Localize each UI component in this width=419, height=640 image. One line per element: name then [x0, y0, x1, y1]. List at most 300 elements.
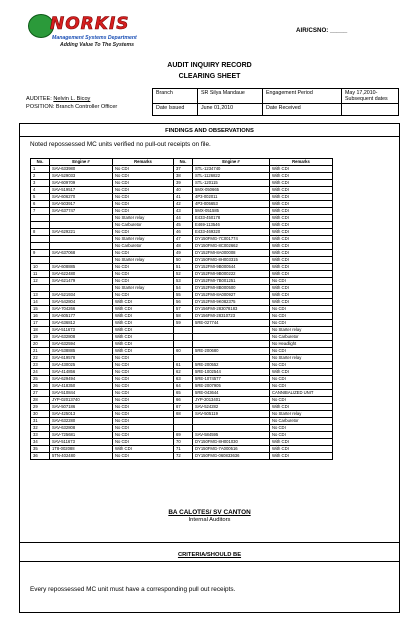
cell-engine-right: 5RE-2007905: [193, 383, 270, 390]
cell-remarks-left: No CDI: [113, 250, 174, 257]
cell-engine-right: 4P3-005653: [193, 201, 270, 208]
cell-no-right: 65: [174, 390, 193, 397]
cell-remarks-right: With CDI: [270, 292, 333, 299]
cell-remarks-left: No CDI: [113, 201, 174, 208]
cell-no-left: [31, 215, 50, 222]
cell-remarks-left: With CDI: [113, 348, 174, 355]
cell-engine-left: SAV-521934: [50, 292, 113, 299]
cell-engine-left: 5TN-402480: [50, 453, 113, 460]
cell-no-left: 7: [31, 208, 50, 215]
cell-remarks-left: No CDI: [113, 383, 174, 390]
auditor-names: BA CALOTES/ SV CANTON: [168, 509, 251, 516]
cell-no-right: [174, 418, 193, 425]
cell-no-left: 8: [31, 229, 50, 236]
findings-text: Noted repossessed MC units verified no pull-out receipts on file.: [30, 141, 211, 148]
cell-engine-left: SAV-619578: [50, 355, 113, 362]
col-no-left: No.: [31, 159, 50, 166]
cell-engine-left: SAV-632280: [50, 418, 113, 425]
cell-engine-left: SAV-609709: [50, 180, 113, 187]
table-row: [31, 173, 333, 180]
cell-remarks-right: With CDI: [270, 208, 333, 215]
criteria-text: Every repossessed MC unit must have a corresponding pull out receipts.: [30, 586, 236, 593]
cell-remarks-left: No CDI: [113, 180, 174, 187]
cell-no-right: 39: [174, 180, 193, 187]
logo-tagline: Management Systems Department: [52, 35, 137, 41]
cell-remarks-right: With CDI: [270, 215, 333, 222]
cell-engine-right: 5RE-1074577: [193, 376, 270, 383]
cell-remarks-left: No CDI: [113, 390, 174, 397]
cell-remarks-left: No CDI: [113, 425, 174, 432]
cell-no-right: 55: [174, 292, 193, 299]
table-row: [31, 257, 333, 264]
cell-engine-right: 5RE-1002544: [193, 369, 270, 376]
cell-no-right: 53: [174, 278, 193, 285]
cell-remarks-right: No CDI: [270, 313, 333, 320]
cell-engine-right: DY156FMI-28310723: [193, 313, 270, 320]
cell-no-left: 5: [31, 194, 50, 201]
cell-engine-right: SAV-524282: [193, 404, 270, 411]
table-row: [31, 236, 333, 243]
cell-engine-left: SAV-637068: [50, 250, 113, 257]
cell-remarks-left: No CDI: [113, 355, 174, 362]
cell-no-left: 18: [31, 327, 50, 334]
cell-engine-right: DY150FMG-8H001030: [193, 439, 270, 446]
cell-engine-left: SAV-637747: [50, 208, 113, 215]
cell-engine-right: DY150FMG-7C001774: [193, 236, 270, 243]
cell-engine-right: DY150FMG-060833636: [193, 453, 270, 460]
air-csno-label: AIR/CSNO: _____: [296, 27, 348, 34]
table-row: [31, 229, 333, 236]
cell-engine-right: E433-469320: [193, 229, 270, 236]
cell-remarks-left: No CDI: [113, 173, 174, 180]
cell-remarks-right: With CDI: [270, 173, 333, 180]
cell-no-right: 49: [174, 250, 193, 257]
table-row: [31, 453, 333, 460]
cell-remarks-right: With CDI: [270, 264, 333, 271]
table-row: [31, 376, 333, 383]
units-table: [30, 158, 333, 460]
cell-engine-right: DY150FMG-8C002662: [193, 243, 270, 250]
cell-remarks-right: No CDI: [270, 362, 333, 369]
cell-engine-left: SAV-704266: [50, 306, 113, 313]
cell-remarks-right: No CDI: [270, 320, 333, 327]
cell-engine-right: SAV-505119: [193, 411, 270, 418]
cell-no-left: 21: [31, 348, 50, 355]
cell-remarks-right: With CDI: [270, 166, 333, 173]
cell-remarks-right: With CDI: [270, 285, 333, 292]
cell-remarks-right: No CDI: [270, 348, 333, 355]
cell-remarks-left: No Carburetor: [113, 243, 174, 250]
cell-remarks-right: CANNIBALIZED UNIT: [270, 390, 333, 397]
cell-remarks-left: No CDI: [113, 369, 174, 376]
cell-remarks-left: No CDI: [113, 278, 174, 285]
cell-no-left: 32: [31, 425, 50, 432]
cell-engine-right: DY156FMI-283078183: [193, 306, 270, 313]
units-table-body: [31, 166, 333, 460]
cell-no-left: 15: [31, 306, 50, 313]
cell-engine-left: SAV-622480: [50, 271, 113, 278]
cell-engine-left: SAV-632808: [50, 334, 113, 341]
cell-remarks-left: With CDI: [113, 334, 174, 341]
cell-engine-left: [50, 222, 113, 229]
cell-engine-right: DY150FMG-8H003315: [193, 257, 270, 264]
cell-remarks-left: No CDI: [113, 166, 174, 173]
cell-engine-right: 5RE-200680: [193, 348, 270, 355]
table-row: [31, 306, 333, 313]
cell-remarks-right: With CDI: [270, 271, 333, 278]
cell-no-right: 58: [174, 313, 193, 320]
cell-engine-left: SAV-542804: [50, 299, 113, 306]
table-row: [31, 355, 333, 362]
logo-slogan: Adding Value To The Systems: [60, 42, 134, 48]
cell-remarks-right: No CDI: [270, 397, 333, 404]
cell-no-right: 57: [174, 306, 193, 313]
cell-engine-left: SAV-606270: [50, 194, 113, 201]
cell-remarks-right: No CDI: [270, 278, 333, 285]
position-line: POSITION: Branch Controller Officer: [26, 104, 118, 110]
cell-no-left: 28: [31, 397, 50, 404]
cell-no-right: 71: [174, 446, 193, 453]
table-row: [31, 264, 333, 271]
table-row: [31, 320, 333, 327]
norkis-logo: [28, 14, 148, 54]
cell-remarks-right: No Starter relay: [270, 327, 333, 334]
cell-remarks-left: With CDI: [113, 313, 174, 320]
cell-engine-right: DY152FMI-8A000927: [193, 292, 270, 299]
cell-engine-left: SAV-418350: [50, 383, 113, 390]
cell-remarks-left: No Carburetor: [113, 222, 174, 229]
cell-engine-right: DY150FMG-7A000516: [193, 446, 270, 453]
cell-no-left: 30: [31, 411, 50, 418]
cell-no-left: 2: [31, 173, 50, 180]
units-table-header: [31, 159, 333, 166]
cell-remarks-right: With CDI: [270, 187, 333, 194]
cell-engine-left: SAV-725681: [50, 432, 113, 439]
cell-remarks-left: No CDI: [113, 264, 174, 271]
findings-divider: [20, 136, 399, 137]
cell-no-left: 17: [31, 320, 50, 327]
cell-engine-left: SAV-414856: [50, 369, 113, 376]
cell-engine-right: [193, 425, 270, 432]
table-row: [31, 250, 333, 257]
cell-no-left: [31, 236, 50, 243]
cell-engine-left: SAV-605177: [50, 313, 113, 320]
cell-engine-left: SAV-425013: [50, 411, 113, 418]
cell-remarks-right: No Headlight: [270, 341, 333, 348]
table-row: [31, 243, 333, 250]
auditor-title: Internal Auditors: [188, 517, 231, 523]
cell-remarks-left: No Starter relay: [113, 285, 174, 292]
cell-remarks-left: With CDI: [113, 446, 174, 453]
cell-no-left: 4: [31, 187, 50, 194]
table-row: [31, 439, 333, 446]
cell-engine-left: [50, 285, 113, 292]
cell-no-left: 23: [31, 362, 50, 369]
table-row: [31, 285, 333, 292]
cell-engine-right: [193, 334, 270, 341]
cell-remarks-left: No CDI: [113, 432, 174, 439]
col-remarks-left: Remarks: [113, 159, 174, 166]
cell-engine-left: SAV-636812: [50, 320, 113, 327]
logo-word: NORKIS: [50, 14, 130, 34]
cell-engine-right: E469-113546: [193, 222, 270, 229]
cell-engine-right: DY152FMI-9B000222: [193, 271, 270, 278]
cell-remarks-left: No CDI: [113, 397, 174, 404]
cell-engine-left: JYP-02013740: [50, 397, 113, 404]
branch-value: SR Silya Mandaue: [198, 89, 263, 104]
cell-no-right: 52: [174, 271, 193, 278]
col-engine-right: Engine #: [193, 159, 270, 166]
cell-remarks-right: With CDI: [270, 453, 333, 460]
cell-no-right: 72: [174, 453, 193, 460]
auditee-name: Nelvin L. Bicoy: [53, 96, 91, 102]
cell-no-right: 44: [174, 215, 193, 222]
cell-engine-right: E433-450178: [193, 215, 270, 222]
cell-no-right: 63: [174, 376, 193, 383]
table-row: [31, 383, 333, 390]
cell-engine-right: DY152FMI-8A000008: [193, 250, 270, 257]
cell-no-right: [174, 327, 193, 334]
cell-no-right: 68: [174, 411, 193, 418]
cell-remarks-right: No CDI: [270, 306, 333, 313]
cell-remarks-right: With CDI: [270, 439, 333, 446]
cell-remarks-right: With CDI: [270, 222, 333, 229]
cell-no-right: 48: [174, 243, 193, 250]
cell-engine-left: SAV-529033: [50, 173, 113, 180]
info-table: [152, 88, 399, 116]
cell-engine-left: SAV-629221: [50, 229, 113, 236]
table-row: [31, 432, 333, 439]
cell-engine-left: [50, 215, 113, 222]
cell-no-right: 60: [174, 348, 193, 355]
cell-no-right: 46: [174, 229, 193, 236]
cell-remarks-left: No CDI: [113, 411, 174, 418]
cell-engine-right: [193, 355, 270, 362]
cell-remarks-right: No Carburetor: [270, 418, 333, 425]
cell-no-left: 20: [31, 341, 50, 348]
cell-remarks-left: No CDI: [113, 271, 174, 278]
cell-remarks-right: With CDI: [270, 236, 333, 243]
cell-no-right: 61: [174, 362, 193, 369]
cell-remarks-right: With CDI: [270, 180, 333, 187]
cell-no-left: 27: [31, 390, 50, 397]
cell-no-left: [31, 243, 50, 250]
cell-engine-left: SAV-538885: [50, 348, 113, 355]
cell-no-right: 54: [174, 285, 193, 292]
table-row: [31, 341, 333, 348]
cell-remarks-right: No Starter relay: [270, 411, 333, 418]
findings-heading: FINDINGS AND OBSERVATIONS: [165, 128, 254, 134]
cell-remarks-left: With CDI: [113, 341, 174, 348]
cell-engine-left: SAV-633980: [50, 166, 113, 173]
cell-engine-right: DY152FMI-8B000500: [193, 285, 270, 292]
cell-remarks-left: With CDI: [113, 320, 174, 327]
cell-engine-right: DY152FMI-9B000544: [193, 264, 270, 271]
table-row: [31, 446, 333, 453]
cell-no-left: 14: [31, 299, 50, 306]
cell-remarks-left: No CDI: [113, 187, 174, 194]
cell-engine-right: JYP-2013401: [193, 397, 270, 404]
findings-box: [19, 123, 400, 613]
table-row: [31, 180, 333, 187]
cell-remarks-left: With CDI: [113, 299, 174, 306]
criteria-top-divider: [20, 542, 399, 543]
cell-remarks-left: No CDI: [113, 208, 174, 215]
cell-remarks-right: No CDI: [270, 376, 333, 383]
cell-engine-right: STL-120115: [193, 180, 270, 187]
cell-no-right: 51: [174, 264, 193, 271]
table-row: [31, 411, 333, 418]
cell-remarks-left: With CDI: [113, 327, 174, 334]
table-row: [31, 187, 333, 194]
cell-remarks-left: No Starter relay: [113, 236, 174, 243]
cell-remarks-left: No CDI: [113, 453, 174, 460]
cell-no-right: 41: [174, 194, 193, 201]
cell-remarks-left: No CDI: [113, 418, 174, 425]
cell-engine-left: SAV-629494: [50, 376, 113, 383]
cell-remarks-left: No CDI: [113, 404, 174, 411]
cell-no-left: 11: [31, 271, 50, 278]
table-row: [31, 271, 333, 278]
cell-engine-right: 4P3-002011: [193, 194, 270, 201]
table-row: [31, 313, 333, 320]
cell-remarks-left: No CDI: [113, 376, 174, 383]
cell-no-right: 50: [174, 257, 193, 264]
cell-remarks-left: No CDI: [113, 292, 174, 299]
cell-remarks-right: With CDI: [270, 299, 333, 306]
cell-remarks-right: No CDI: [270, 432, 333, 439]
col-no-right: No.: [174, 159, 193, 166]
table-row: [31, 369, 333, 376]
cell-engine-left: SAV-511673: [50, 439, 113, 446]
cell-no-right: [174, 425, 193, 432]
cell-engine-left: 1T8-002088: [50, 446, 113, 453]
cell-remarks-right: No Starter relay: [270, 355, 333, 362]
cell-engine-left: SAV-519517: [50, 187, 113, 194]
cell-engine-left: SAV-510844: [50, 390, 113, 397]
cell-remarks-left: No CDI: [113, 439, 174, 446]
cell-no-left: [31, 285, 50, 292]
cell-no-left: 31: [31, 418, 50, 425]
date-received-value: [342, 104, 399, 116]
cell-no-left: 12: [31, 278, 50, 285]
cell-no-left: 35: [31, 446, 50, 453]
table-row: [31, 418, 333, 425]
cell-engine-left: SAV-621479: [50, 278, 113, 285]
cell-no-left: 1: [31, 166, 50, 173]
cell-engine-right: DY152FMI-7B001251: [193, 278, 270, 285]
date-issued-label: Date Issued: [153, 104, 198, 116]
cell-engine-right: STL-1234740: [193, 166, 270, 173]
cell-no-right: 62: [174, 369, 193, 376]
cell-no-left: 10: [31, 264, 50, 271]
cell-engine-right: 5RE-200552: [193, 362, 270, 369]
table-row: [31, 334, 333, 341]
cell-no-left: 3: [31, 180, 50, 187]
cell-engine-left: [50, 257, 113, 264]
table-row: [31, 362, 333, 369]
cell-no-left: 13: [31, 292, 50, 299]
cell-no-right: 56: [174, 299, 193, 306]
table-row: [31, 390, 333, 397]
cell-no-left: 16: [31, 313, 50, 320]
cell-remarks-left: No CDI: [113, 362, 174, 369]
cell-no-right: 70: [174, 439, 193, 446]
cell-no-right: 59: [174, 320, 193, 327]
cell-engine-right: [193, 327, 270, 334]
cell-remarks-right: No CDI: [270, 425, 333, 432]
cell-remarks-right: With CDI: [270, 201, 333, 208]
date-issued-value: June 01,2010: [198, 104, 263, 116]
cell-no-right: 38: [174, 173, 193, 180]
cell-remarks-right: With CDI: [270, 446, 333, 453]
cell-no-left: 24: [31, 369, 50, 376]
cell-engine-right: 5RE-027744: [193, 320, 270, 327]
cell-no-right: 40: [174, 187, 193, 194]
cell-no-left: 36: [31, 453, 50, 460]
table-row: [31, 404, 333, 411]
cell-remarks-left: No Starter relay: [113, 257, 174, 264]
cell-engine-left: SAV-608885: [50, 264, 113, 271]
cell-engine-left: SAV-632594: [50, 341, 113, 348]
auditee-label: AUDITEE:: [26, 96, 54, 102]
cell-no-right: 67: [174, 404, 193, 411]
criteria-divider: [20, 561, 399, 562]
cell-no-left: 19: [31, 334, 50, 341]
table-row: [31, 348, 333, 355]
cell-no-left: 25: [31, 376, 50, 383]
cell-no-right: 47: [174, 236, 193, 243]
cell-remarks-left: With CDI: [113, 306, 174, 313]
cell-no-left: 6: [31, 201, 50, 208]
cell-no-right: 64: [174, 383, 193, 390]
cell-no-left: 26: [31, 383, 50, 390]
table-row: [31, 222, 333, 229]
cell-engine-left: SAV-632808: [50, 425, 113, 432]
cell-no-left: 22: [31, 355, 50, 362]
cell-remarks-right: No CDI: [270, 383, 333, 390]
col-engine-left: Engine #: [50, 159, 113, 166]
cell-no-left: [31, 257, 50, 264]
cell-engine-left: SAV-507186: [50, 404, 113, 411]
cell-no-left: 9: [31, 250, 50, 257]
cell-remarks-right: With CDI: [270, 257, 333, 264]
cell-engine-left: [50, 236, 113, 243]
document-title: AUDIT INQUIRY RECORD: [167, 62, 252, 69]
table-row: [31, 201, 333, 208]
cell-no-left: [31, 222, 50, 229]
cell-engine-right: 5MX-050665: [193, 187, 270, 194]
date-received-label: Date Received: [263, 104, 342, 116]
cell-remarks-right: With CDI: [270, 243, 333, 250]
cell-no-right: 42: [174, 201, 193, 208]
cell-engine-right: DY152FMI-9K082375: [193, 299, 270, 306]
table-row: [31, 299, 333, 306]
cell-no-left: 34: [31, 439, 50, 446]
cell-engine-left: SAV-503917: [50, 201, 113, 208]
cell-engine-left: SAV-511673: [50, 327, 113, 334]
table-row: [31, 166, 333, 173]
cell-remarks-right: With CDI: [270, 229, 333, 236]
criteria-heading: CRITERIA/SHOULD BE: [177, 552, 242, 558]
table-row: [31, 215, 333, 222]
table-row: [31, 292, 333, 299]
cell-no-right: 66: [174, 397, 193, 404]
branch-label: Branch: [153, 89, 198, 104]
cell-no-right: 43: [174, 208, 193, 215]
cell-remarks-right: With CDI: [270, 194, 333, 201]
table-row: [31, 208, 333, 215]
